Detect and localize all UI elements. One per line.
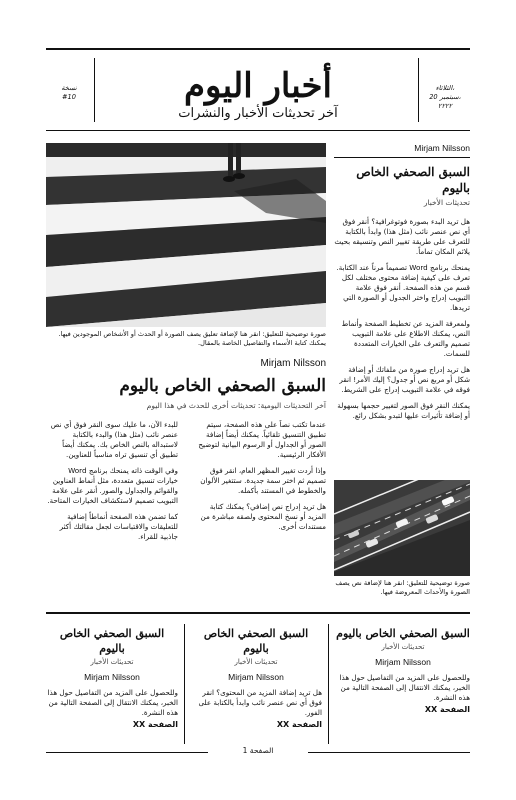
main-paragraph: وإذا أردت تغيير المظهر العام، انقر فوق تصميم ثم اختر سمة جديدة. ستتغير الألوان والخطوط في المستند بأكمله. bbox=[200, 466, 326, 495]
highway-image bbox=[334, 480, 470, 576]
lead-paragraph: يمكنك النقر فوق الصور لتغيير حجمها بسهولة أو إضافة تأثيرات عليها لتبدو بشكل رائع. bbox=[337, 401, 470, 420]
main-paragraph: عندما تكتب نصاً على هذه الصفحة، سيتم تطبيق التنسيق تلقائياً. يمكنك أيضاً إضافة الصور أو الجداول أو الرسوم البيانية لتوضيح الأفكار الرئيسية. bbox=[198, 420, 326, 459]
main-paragraph: للبدء الآن، ما عليك سوى النقر فوق أي نص عنصر نائب (مثل هذا) والبدء بالكتابة لاستبداله بالنص الخاص بك. يمكنك أيضاً تطبيق أي تنسيق تراه مناسباً للعناوين. bbox=[50, 420, 178, 459]
edition-label: نسخة bbox=[61, 84, 77, 92]
edition-number: #10 bbox=[62, 93, 76, 101]
brief-text: وللحصول على المزيد من التفاصيل حول هذا الخبر، يمكنك الانتقال إلى الصفحة التالية من هذه النشرة. bbox=[47, 688, 178, 717]
brief-item bbox=[336, 626, 470, 714]
lead-paragraph: يمنحك برنامج Word تصميماً مرناً عند الكتابة. تعرف على كيفية إضافة محتوى مختلف لكل قسم من هذه الصفحة. أنقر فوق علامة التبويب إدراج واختر الجدول أو الصورة التي تريدها. bbox=[336, 263, 470, 312]
lead-title: السبق الصحفي الخاص باليوم bbox=[356, 165, 470, 195]
brief-item bbox=[46, 626, 178, 729]
main-author: Mirjam Nilsson bbox=[260, 358, 326, 369]
brief-item bbox=[190, 626, 322, 729]
brief-author: Mirjam Nilsson bbox=[84, 672, 140, 682]
brief-divider bbox=[328, 624, 329, 744]
top-rule bbox=[46, 48, 470, 50]
main-paragraph: وفي الوقت ذاته يمنحك برنامج Word خيارات تنسيق متعددة، مثل أنماط العناوين والقوائم والجداول والصور. أنقر على علامة التبويب تصميم لاستكشاف الخيارات المتاحة. bbox=[47, 466, 178, 505]
brief-author: Mirjam Nilsson bbox=[228, 672, 284, 682]
brief-subtitle: تحديثات الأخبار bbox=[381, 643, 425, 651]
photo-top-caption: صورة توضيحية للتعليق: انقر هنا لإضافة تعليق يصف الصورة أو الحدث أو الأشخاص الموجودين فيها. يمكنك كتابة الأسماء والتفاصيل الخاصة بالمقال. bbox=[58, 330, 326, 347]
lead-author: Mirjam Nilsson bbox=[414, 143, 470, 153]
lead-paragraph: ولمعرفة المزيد عن تخطيط الصفحة وأنماط النص، يمكنك الاطلاع على علامة التبويب تصميم والتعرف على الخيارات المتعددة للسمات. bbox=[341, 319, 470, 358]
brief-subtitle: تحديثات الأخبار bbox=[90, 658, 134, 666]
brief-page-ref: الصفحة XX bbox=[132, 720, 178, 729]
brief-page-ref: الصفحة XX bbox=[276, 720, 322, 729]
crosswalk-image bbox=[46, 143, 326, 327]
brief-title: السبق الصحفي الخاص باليوم bbox=[203, 627, 309, 655]
main-col-left bbox=[46, 420, 178, 588]
lead-story bbox=[334, 143, 470, 427]
highway-caption: صورة توضيحية للتعليق: انقر هنا لإضافة نص يصف الصورة والأحداث المعروضة فيها. bbox=[335, 579, 470, 596]
main-paragraph: كما تضمن هذه الصفحة أنماطاً إضافية للتعليقات والاقتباسات لجعل مقالتك أكثر جاذبية للقراء. bbox=[59, 512, 178, 541]
lead-subtitle: تحديثات الأخبار bbox=[423, 198, 470, 207]
crosswalk-photo bbox=[46, 143, 326, 327]
brief-author: Mirjam Nilsson bbox=[375, 657, 431, 667]
briefs-top-rule bbox=[46, 612, 470, 614]
lead-body bbox=[334, 217, 470, 421]
edition-info bbox=[48, 84, 90, 102]
date-year: ٢٢٢٢ bbox=[437, 102, 453, 110]
main-paragraph: هل تريد إدراج نص إضافي؟ يمكنك كتابة المزيد أو نسخ المحتوى ولصقه مباشرة من مستندات أخرى. bbox=[200, 502, 326, 531]
lead-paragraph: هل تريد إدراج صورة من ملفاتك أو إضافة شكل أو مربع نص أو جدول؟ إليك الأمر! انقر فوقه في علامة التبويب إدراج على الشريط. bbox=[339, 365, 470, 394]
lead-author-rule bbox=[334, 157, 470, 158]
masthead-divider-left bbox=[94, 58, 95, 122]
masthead-subtitle: آخر تحديثات الأخبار والنشرات bbox=[178, 106, 338, 121]
page-number: الصفحة 1 bbox=[208, 746, 308, 755]
brief-title: السبق الصحفي الخاص باليوم bbox=[59, 627, 165, 655]
lead-paragraph: هل تريد البدء بصورة فوتوغرافية؟ أنقر فوق أي نص عنصر نائب (مثل هذا) وابدأ بالكتابة للتعرف على طريقة تغيير النص وتنسيقه بحيث يلائم المكان تماماً. bbox=[334, 217, 470, 256]
brief-title: السبق الصحفي الخاص باليوم bbox=[336, 627, 470, 640]
brief-subtitle: تحديثات الأخبار bbox=[234, 658, 278, 666]
brief-page-ref: الصفحة XX bbox=[424, 705, 470, 714]
main-story-header bbox=[46, 358, 326, 410]
highway-photo bbox=[334, 480, 470, 576]
main-subtitle: آخر التحديثات اليومية: تحديثات أخرى للحدث في هذا اليوم bbox=[146, 401, 326, 410]
masthead-bottom-rule bbox=[46, 130, 470, 131]
date-weekday: الثلاثاء، bbox=[435, 84, 455, 92]
brief-text: هل تريد إضافة المزيد من المحتوى؟ انقر فوق أي نص عنصر نائب وابدأ بالكتابة على الفور. bbox=[198, 688, 322, 717]
main-col-right bbox=[190, 420, 326, 588]
masthead-title: أخبار اليوم bbox=[183, 66, 333, 106]
date-day-month: 20 سبتمبر، bbox=[429, 93, 461, 101]
brief-divider bbox=[184, 624, 185, 744]
brief-text: وللحصول على المزيد من التفاصيل حول هذا الخبر، يمكنك الانتقال إلى الصفحة التالية من هذه النشرة. bbox=[339, 673, 470, 702]
masthead-divider-right bbox=[418, 58, 419, 122]
date-info bbox=[422, 84, 468, 111]
main-title: السبق الصحفي الخاص باليوم bbox=[119, 376, 326, 396]
